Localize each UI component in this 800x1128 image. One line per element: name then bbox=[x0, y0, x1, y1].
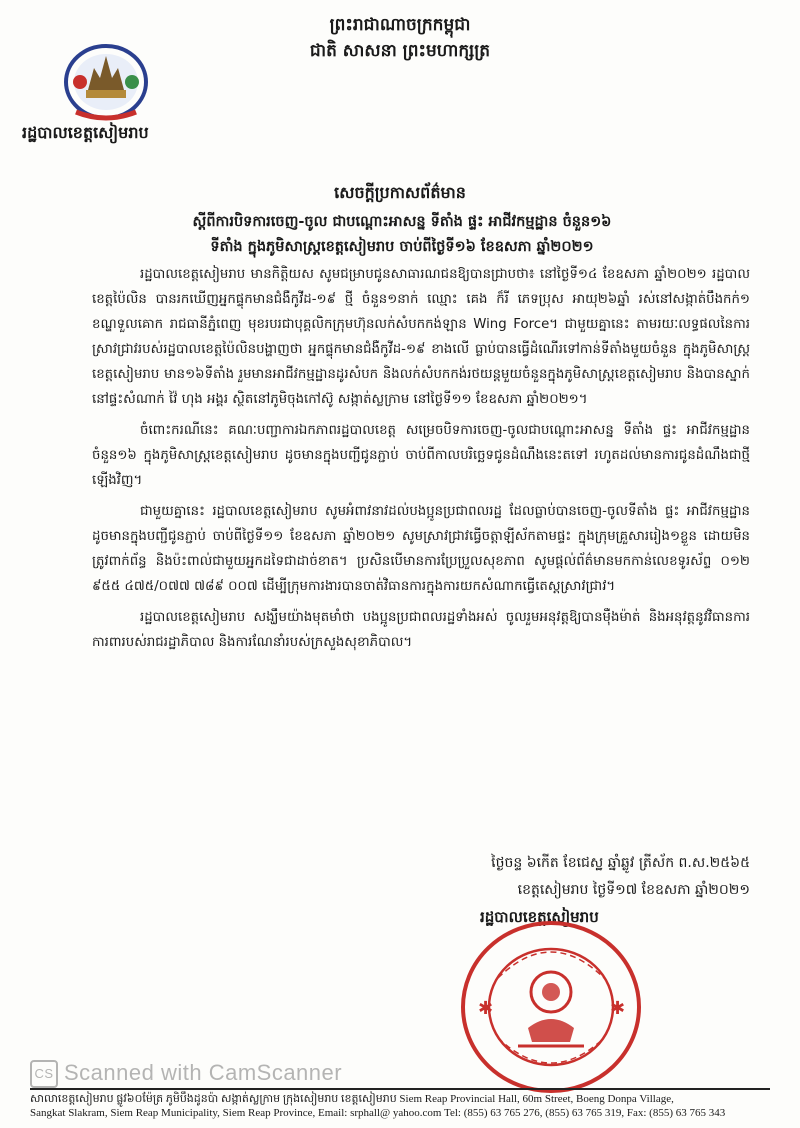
svg-text:✱: ✱ bbox=[610, 998, 626, 1019]
footer-divider bbox=[30, 1088, 770, 1090]
scanner-watermark-text: Scanned with CamScanner bbox=[64, 1060, 343, 1085]
paragraph-2: ចំពោះករណីនេះ គណៈបញ្ជាការឯកភាពរដ្ឋបាលខេត្ត សម្រេចបិទការចេញ-ចូលជាបណ្តោះអាសន្ន ទីតាំង ផ្ទះ អាជីវកម្មដ្ឋាន ចំនួន១៦ ក្នុងភូមិសាស្ត្រខេត្តសៀមរាប ដូចមានក្នុងបញ្ជីជូនភ្ជាប់ ចាប់ពីកាលបរិច្ឆេទជូនដំណឹងនេះតទៅ រហូតដល់មានការជូនដំណឹងជាថ្មីឡើងវិញ។ bbox=[92, 423, 750, 488]
kingdom-name: ព្រះរាជាណាចក្រកម្ពុជា bbox=[329, 15, 471, 35]
provincial-emblem-icon bbox=[58, 38, 154, 122]
signatory-title: រដ្ឋបាលខេត្តសៀមរាប bbox=[480, 908, 599, 926]
footer-address: សាលាខេត្តសៀមរាប ផ្លូវ៦០ម៉ែត្រ ភូមិបឹងដូនប៉ា សង្កាត់ស្លក្រាម ក្រុងសៀមរាប ខេត្តសៀមរាប Siem Reap Provincial Hall, 60m Street, Boeng Donpa Village, bbox=[30, 1093, 674, 1105]
paragraph-4: រដ្ឋបាលខេត្តសៀមរាប សង្ឃឹមយ៉ាងមុតមាំថា បងប្អូនប្រជាពលរដ្ឋទាំងអស់ ចូលរួមអនុវត្តឱ្យបានម៉ឺងម៉ាត់ និងអនុវត្តនូវវិធានការការពារបស់រាជរដ្ឋាភិបាល និងការណែនាំរបស់ក្រសួងសុខាភិបាល។ bbox=[92, 610, 750, 650]
lunar-date: ថ្ងៃចន្ទ ៦កើត ខែជេស្ឋ ឆ្នាំឆ្លូវ ត្រីស័ក ព.ស.២៥៦៥ bbox=[491, 855, 750, 871]
paragraph-3: ជាមួយគ្នានេះ រដ្ឋបាលខេត្តសៀមរាប សូមអំពាវនាវដល់បងប្អូនប្រជាពលរដ្ឋ ដែលធ្លាប់បានចេញ-ចូលទីតាំង ផ្ទះ អាជីវកម្មដ្ឋាន ដូចមានក្នុងបញ្ជីជូនភ្ជាប់ ចាប់ពីថ្ងៃទី១១ ខែឧសភា ឆ្នាំ២០២១ សូមស្រាវជ្រាវធ្វើចត្តាឡីស័កតាមផ្ទះ ក្នុងក្រុមគ្រួសាររៀង១ខ្លួន ដោយមិនត្រូវពាក់ព័ន្ធ និងប៉ះពាល់ជាមួយអ្នកដទៃជាដាច់ខាត។ ប្រសិនបើមានការប្រែប្រួលសុខភាព សូមផ្តល់ព័ត៌មានមកកាន់លេខទូរស័ព្ទ ០១២ ៩៥៥ ៤៧៥/០៧៧ ៧៨៩ ០០៧ ដើម្បីក្រុមការងារបានចាត់វិធានការក្នុងការយកសំណាកធ្វើតេស្តស្រាវជ្រាវ។ bbox=[92, 504, 750, 594]
gregorian-date: ខេត្តសៀមរាប ថ្ងៃទី១៧ ខែឧសភា ឆ្នាំ២០២១ bbox=[517, 882, 750, 898]
document-subtitle bbox=[82, 210, 722, 260]
document-body bbox=[92, 262, 750, 661]
svg-text:✱: ✱ bbox=[478, 998, 494, 1019]
national-motto: ជាតិ សាសនា ព្រះមហាក្សត្រ bbox=[309, 41, 491, 61]
subtitle-line-1: ស្តីពីការបិទការចេញ-ចូល ជាបណ្តោះអាសន្ន ទីតាំង ផ្ទះ អាជីវកម្មដ្ឋាន ចំនួន១៦ bbox=[192, 214, 612, 230]
subtitle-line-2: ទីតាំង ក្នុងភូមិសាស្ត្រខេត្តសៀមរាប ចាប់ពីថ្ងៃទី១៦ ខែឧសភា ឆ្នាំ២០២១ bbox=[210, 239, 594, 255]
camscanner-badge-icon: CS bbox=[30, 1060, 58, 1088]
paragraph-1: រដ្ឋបាលខេត្តសៀមរាប មានកិត្តិយស សូមជម្រាបជូនសាធារណជនឱ្យបានជ្រាបថា៖ នៅថ្ងៃទី១៤ ខែឧសភា ឆ្នាំ២០២១ រដ្ឋបាលខេត្តប៉ៃលិន បានរកឃើញអ្នកផ្ទុកមានជំងឺកូវីដ-១៩ ថ្មី ចំនួន១នាក់ ឈ្មោះ គេង ក៏រី ភេទប្រុស អាយុ២៦ឆ្នាំ រស់នៅសង្កាត់បឹងកក់១ ខណ្ឌទួលគោក រាជធានីភ្នំពេញ មុខរបរជាបុគ្គលិកក្រុមហ៊ុនលក់សំបកកង់ឡាន Wing Force។ ជាមួយគ្នានេះ តាមរយៈលទ្ធផលនៃការស្រាវជ្រាវរបស់រដ្ឋបាលខេត្តប៉ៃលិនបង្ហាញថា អ្នកផ្ទុកមានជំងឺកូវីដ-១៩ ខាងលើ ធ្លាប់បានធ្វើដំណើរទៅកាន់ទីតាំងមួយចំនួន ក្នុងភូមិសាស្ត្រខេត្តសៀមរាប មាន១៦ទីតាំង រួមមានអាជីវកម្មដ្ឋានដូរសំបក និងលក់សំបកកង់រថយន្តមួយចំនួនក្នុងភូមិសាស្ត្រខេត្តសៀមរាប និងបានស្នាក់នៅផ្ទះសំណាក់ វ៉ៃ ហុង អង្គរ ស្ថិតនៅភូមិចុងកៅស៊ូ សង្កាត់ស្លក្រាម នៅថ្ងៃទី១១ ខែឧសភា ឆ្នាំ២០២១។ bbox=[92, 267, 750, 407]
date-block bbox=[400, 850, 750, 904]
official-seal-icon bbox=[458, 918, 644, 1096]
issuing-office: រដ្ឋបាលខេត្តសៀមរាប bbox=[22, 123, 149, 142]
footer-contacts: Sangkat Slakram, Siem Reap Municipality, Siem Reap Province, Email: srphall@ yahoo.com Tel: (855) 63 765 276, (855) 63 765 319, Fax: (855) 63 765 343 bbox=[30, 1107, 726, 1119]
footer-contact bbox=[30, 1092, 790, 1120]
document-title: សេចក្តីប្រកាសព័ត៌មាន bbox=[334, 183, 466, 202]
scanner-watermark bbox=[30, 1060, 342, 1088]
